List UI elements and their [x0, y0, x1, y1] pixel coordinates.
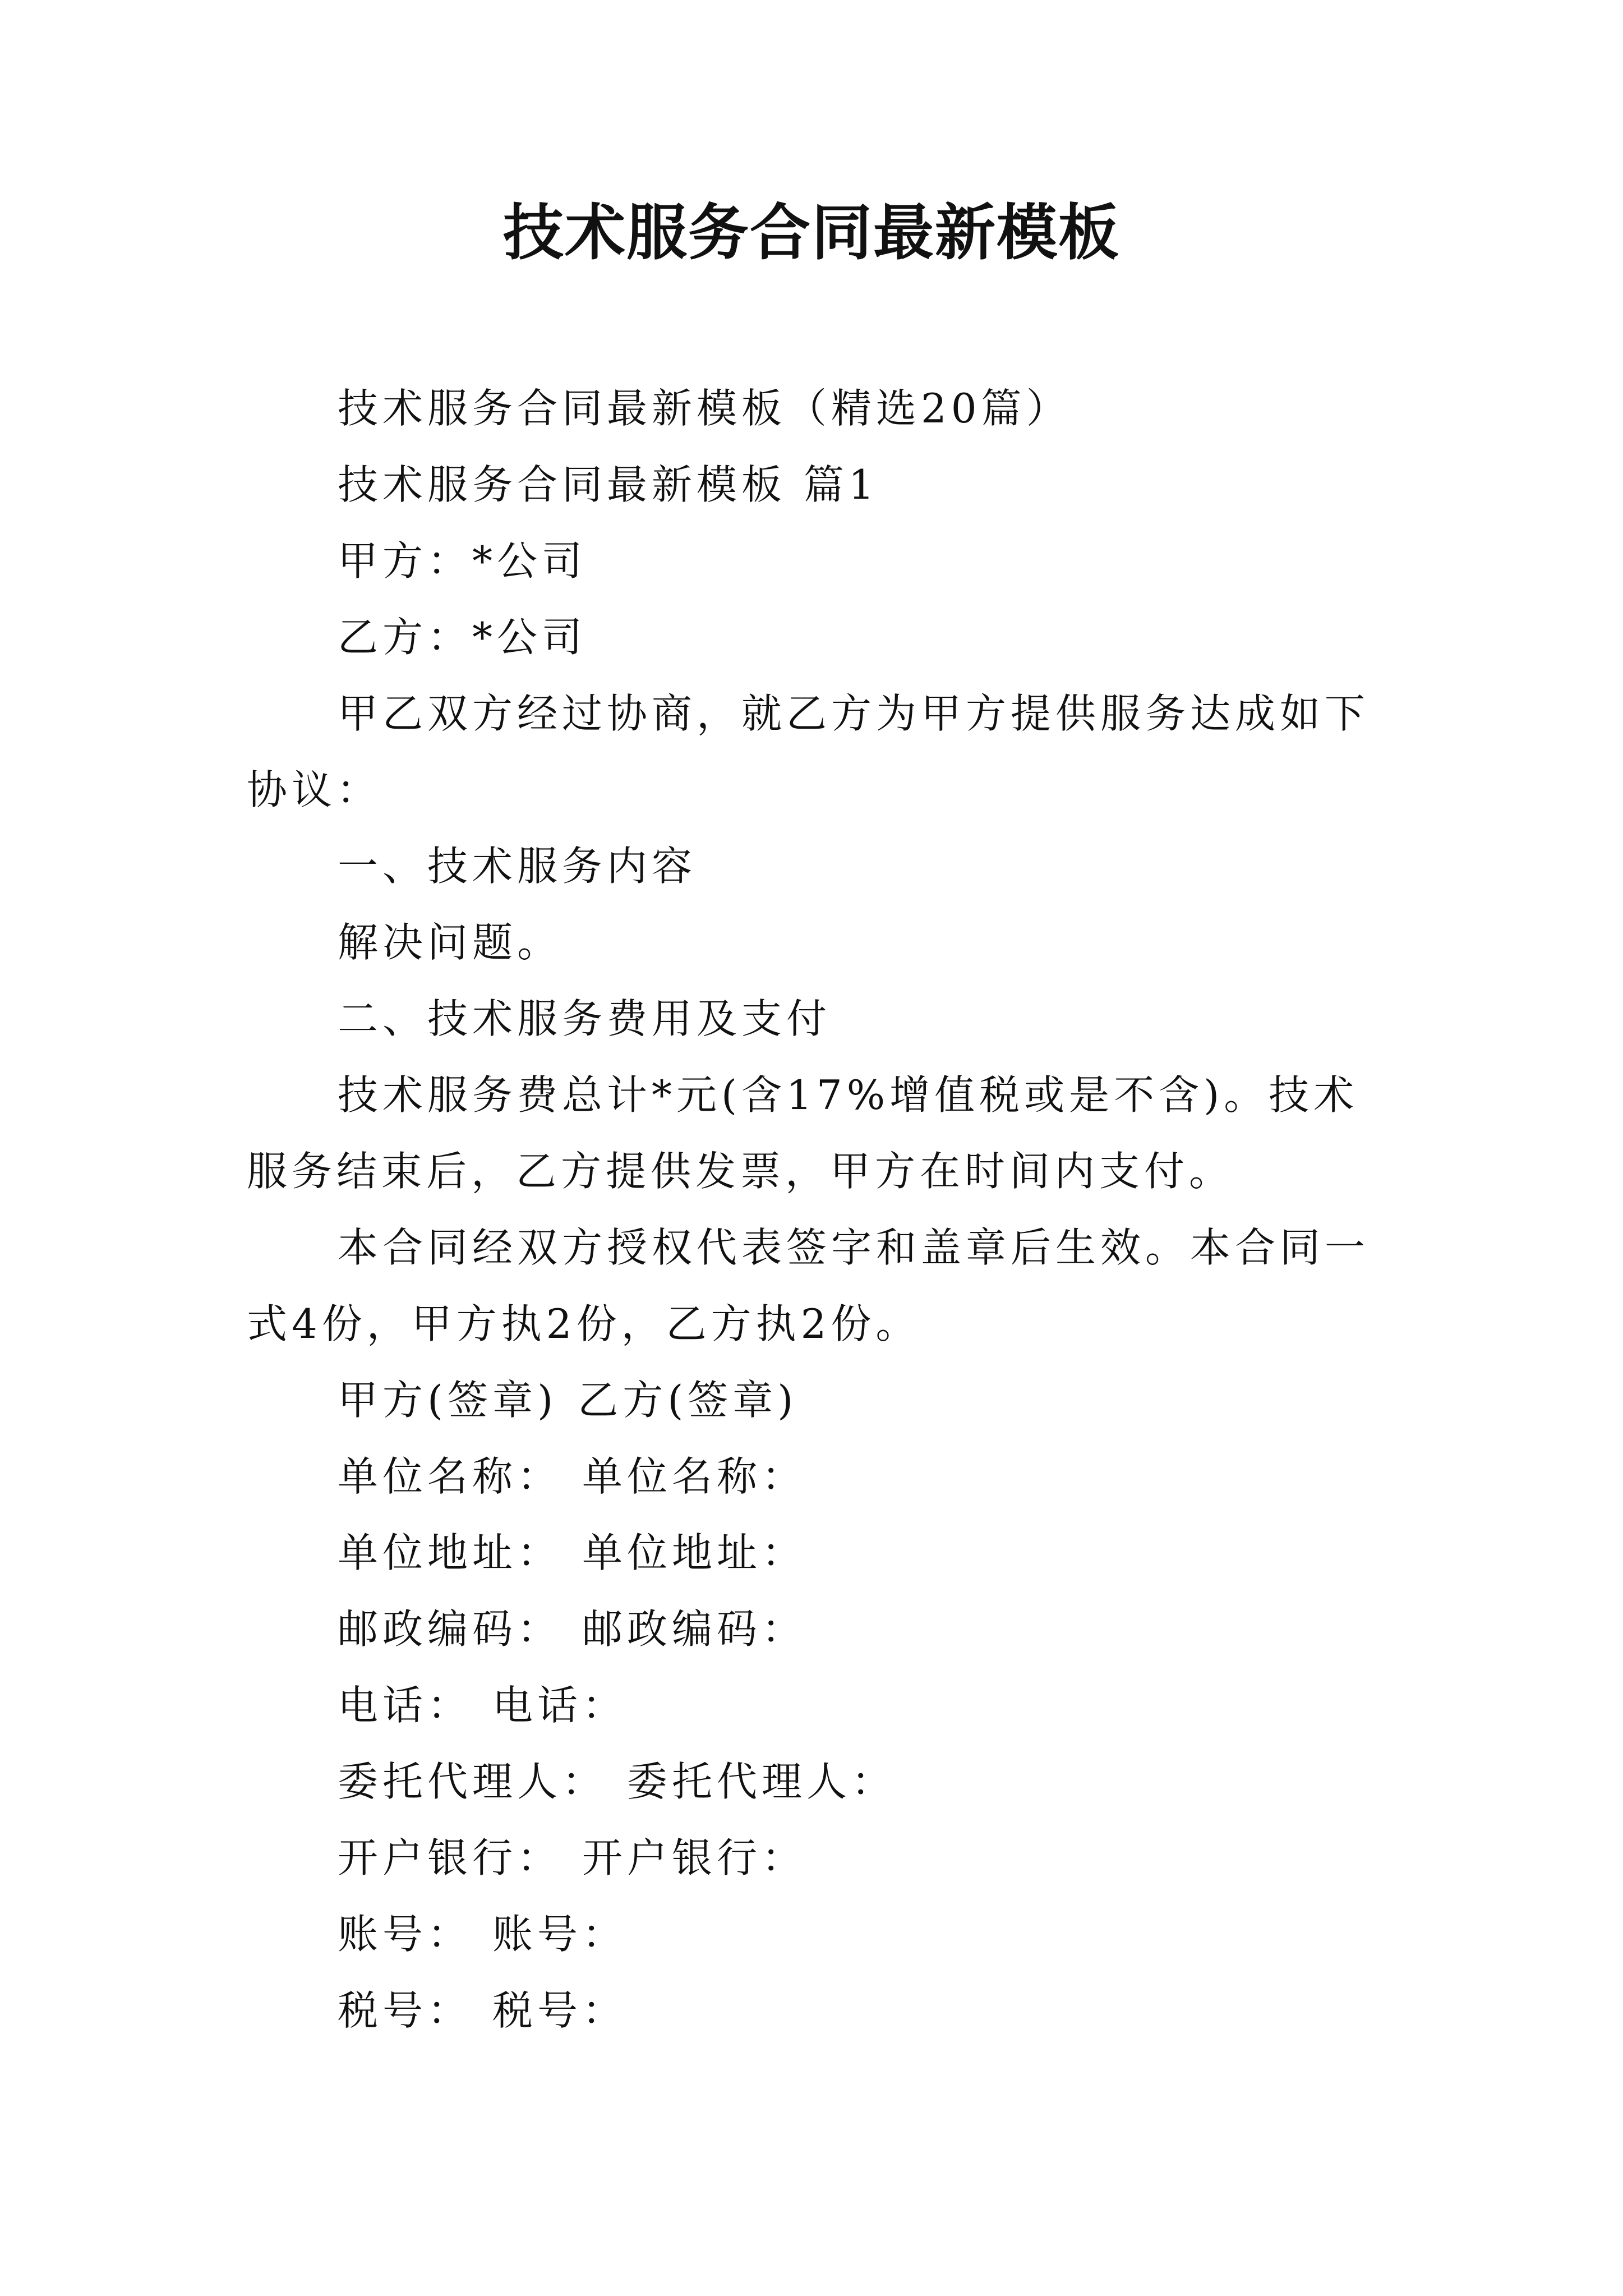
- signature-left: 甲方(签章): [338, 1377, 558, 1424]
- document-title: 技术服务合同最新模板: [502, 197, 1120, 268]
- signature-left: 账号：: [338, 1911, 473, 1958]
- paragraph-party-b: 乙方：*公司: [338, 614, 587, 661]
- signature-row-bank: [247, 1820, 1385, 1896]
- paragraph-clause-1-heading: 一、技术服务内容: [338, 843, 697, 890]
- signature-row-phone: [247, 1667, 1385, 1743]
- signature-right: 邮政编码：: [582, 1605, 807, 1653]
- signature-left: 开户银行：: [338, 1834, 562, 1881]
- paragraph-section-heading: 技术服务合同最新模板 篇1: [338, 461, 879, 508]
- paragraph-agreement-intro: 甲乙双方经过协商，就乙方为甲方提供服务达成如下协议：: [247, 690, 1370, 813]
- signature-left: 税号：: [338, 1987, 473, 2034]
- signature-right: 单位名称：: [582, 1453, 807, 1500]
- paragraph-subtitle: 技术服务合同最新模板（精选20篇）: [338, 385, 1071, 432]
- signature-row-agent: [247, 1743, 1385, 1820]
- paragraph-effectiveness: 本合同经双方授权代表签字和盖章后生效。本合同一式4份，甲方执2份，乙方执2份。: [247, 1224, 1370, 1347]
- signature-right: 电话：: [492, 1682, 628, 1729]
- signature-row-company-address: [247, 1515, 1385, 1591]
- paragraph-clause-2-body: 技术服务费总计*元(含17%增值税或是不含)。技术服务结束后，乙方提供发票，甲方在时间内支付。: [247, 1071, 1359, 1195]
- signature-right: 委托代理人：: [627, 1758, 897, 1805]
- paragraph-party-a: 甲方：*公司: [338, 537, 587, 585]
- signature-row-tax-id: [247, 1972, 1385, 2049]
- signature-left: 电话：: [338, 1682, 473, 1729]
- signature-left: 委托代理人：: [338, 1758, 607, 1805]
- document-body: [247, 370, 1385, 2049]
- paragraph-clause-2-heading: 二、技术服务费用及支付: [338, 995, 832, 1042]
- signature-row-account: [247, 1896, 1385, 1972]
- signature-left: 单位名称：: [338, 1453, 562, 1500]
- signature-left: 单位地址：: [338, 1529, 562, 1576]
- signature-right: 乙方(签章): [578, 1377, 798, 1424]
- paragraph-clause-1-body: 解决问题。: [338, 919, 562, 966]
- signature-left: 邮政编码：: [338, 1605, 562, 1653]
- signature-row-company-name: [247, 1438, 1385, 1515]
- signature-right: 账号：: [492, 1911, 628, 1958]
- signature-row-seal: [247, 1362, 1385, 1438]
- signature-row-postcode: [247, 1591, 1385, 1667]
- signature-right: 开户银行：: [582, 1834, 807, 1881]
- signature-right: 税号：: [492, 1987, 628, 2034]
- signature-right: 单位地址：: [582, 1529, 807, 1576]
